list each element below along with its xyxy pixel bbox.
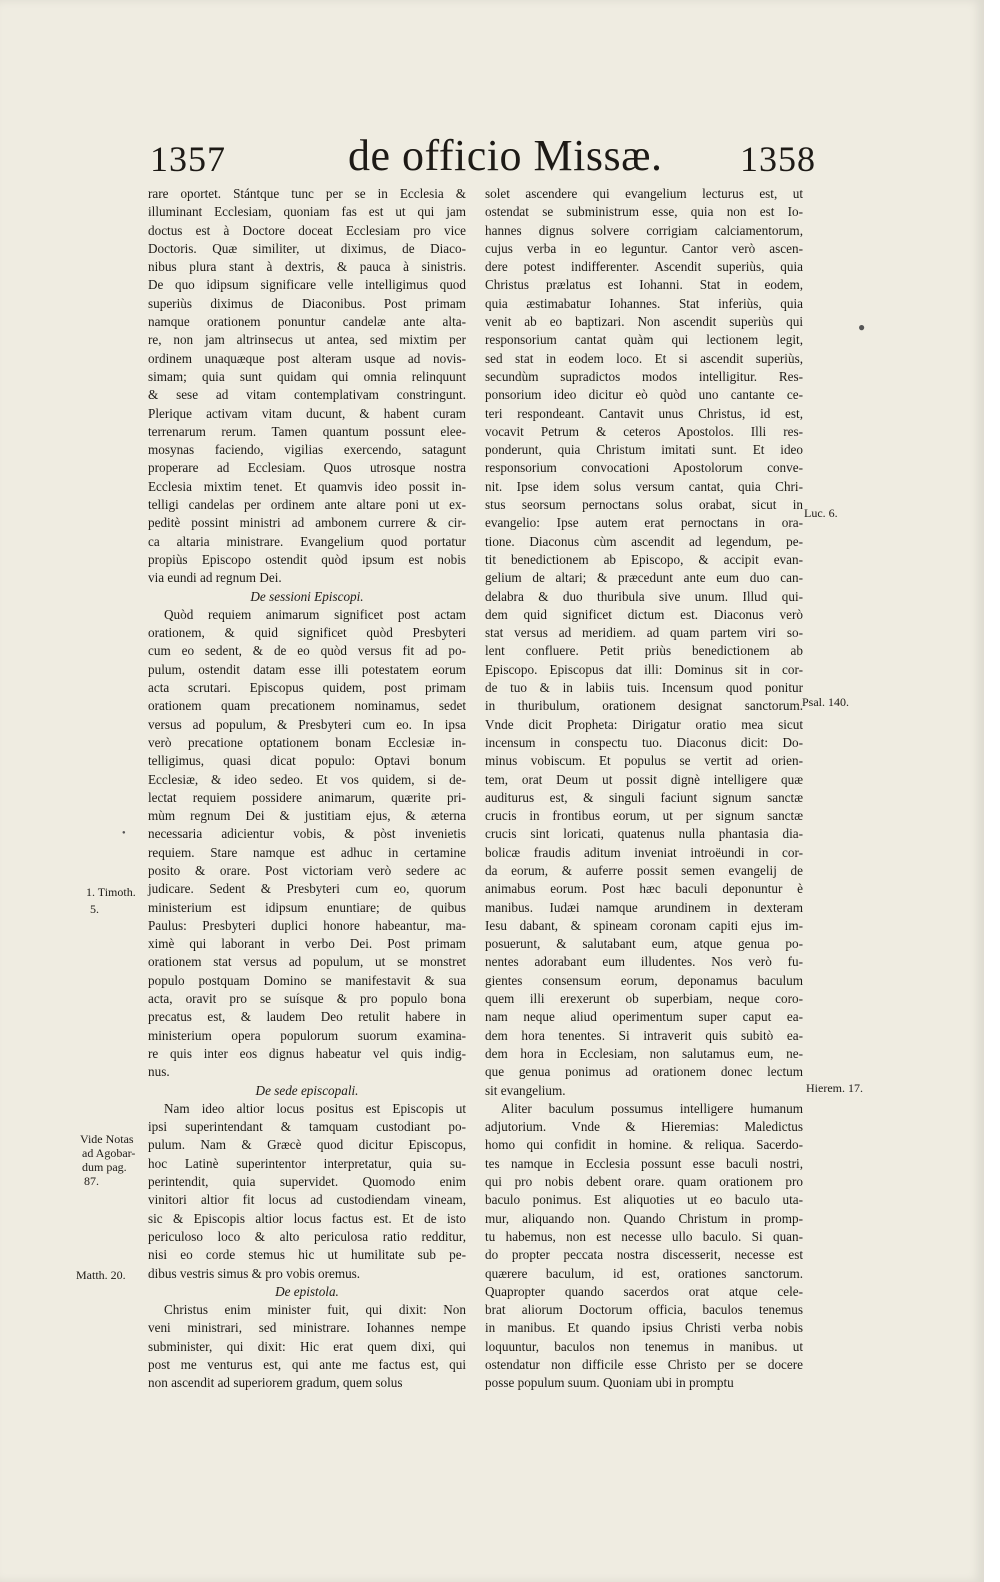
text-line: mùm regnum Dei & justitiam ejus, & æterna (148, 808, 466, 824)
text-line: stus seorsum pernoctans solus orabat, sicut in (485, 497, 803, 513)
text-line: nus. (148, 1064, 170, 1080)
text-line: via eundi ad regnum Dei. (148, 570, 282, 586)
margin-note-psal: Psal. 140. (802, 695, 850, 709)
text-line: do propter peccata nostra discesserit, necesse est (485, 1247, 803, 1263)
text-line: Quapropter quando sacerdos orat atque cele- (485, 1283, 803, 1299)
text-line: properare ad Ecclesiam. Quos utrosque nostra (148, 460, 466, 476)
text-line: ostendatur non difficile esse Christo per se docere (485, 1357, 803, 1372)
text-line: quem illi erexerunt ob superbiam, neque coro- (485, 991, 803, 1007)
text-line: adjutorium. Vnde & Hieremias: Maledictus (485, 1119, 803, 1135)
text-line: stat versus ad meridiem. ad quam partem viri so- (485, 625, 803, 641)
text-line: nam neque aliud operimentum super caput ea- (485, 1009, 803, 1025)
margin-note-matth: Matth. 20. (76, 1268, 126, 1282)
text-line: ordinem unaquæque post alteram usque ad novis- (148, 350, 466, 366)
text-line: nibus plura stant à dextris, & pauca à sinistris. (148, 259, 466, 275)
text-line: orationem, & quid significet quòd Presbyteri (148, 625, 466, 641)
text-line: populo postquam Domino se manifestavit & sua (148, 972, 466, 988)
text-line: auditurus est, & singuli faciunt signum sanctæ (485, 789, 803, 805)
text-line: namque orationem ponuntur candelæ ante alta- (148, 314, 466, 330)
text-line: Vnde dicit Propheta: Dirigatur oratio mea sicut (485, 716, 803, 732)
text-line: de tuo & in labiis tuis. Incensum quod ponitur (485, 680, 803, 696)
section-heading-epistola: De epistola. (275, 1283, 339, 1299)
text-line: nentes adorabant eum illudentes. Nos verò fu- (485, 954, 803, 970)
text-line: in thuribulum, orationem designat sanctorum. (485, 698, 803, 714)
text-line: hannes dignus solvere corrigiam calciamentorum, (485, 222, 803, 238)
text-line: cujus verba in eo leguntur. Cantor verò ascen- (485, 240, 803, 256)
text-line: & sese ad vitam contemplativam constringunt. (148, 387, 466, 403)
text-line: baculo ponimus. Est aliquoties ut eo baculo uta- (485, 1192, 803, 1208)
text-line: post me venturus est, qui ante me factus est, qui (148, 1357, 466, 1372)
text-line: delabra & duo thuribula sive unum. Illud qui- (485, 588, 803, 604)
text-line: telligi candelas per ordinem ante altare poni ut ex- (148, 497, 466, 513)
page-header (0, 130, 984, 186)
text-line: re, non jam altrinsecus ut antea, sed mixtim per (148, 332, 466, 348)
text-line: sed stat in eodem loco. Et si ascendit superiùs, (485, 350, 803, 366)
text-line: pulum, ostendit datam esse illi potestatem eorum (148, 661, 466, 677)
text-line: periculoso loco & alto periculosa ratio redditur, (148, 1228, 466, 1244)
left-page-number: 1357 (150, 139, 226, 179)
text-line: Ecclesia mixtim tenet. Et quamvis ideo possit in- (148, 478, 466, 494)
text-line: mosynas faciendo, vigilias exercendo, satagunt (148, 442, 466, 458)
text-line: illuminant Ecclesiam, quoniam fas est ut qui jam (148, 204, 466, 220)
text-line: Ecclesiæ, & ideo sedeo. Et vos quidem, si de- (148, 771, 466, 787)
text-line: tu habemus, non est necesse ullo baculo. Si quan- (485, 1228, 803, 1244)
text-line: Paulus: Presbyteri duplici honore habeantur, ma- (148, 917, 466, 933)
text-line: gelium de altari; & præcedunt ante eum duo can- (485, 570, 803, 586)
text-line: acta scrutari. Episcopus quidem, post primam (148, 680, 466, 696)
text-line: animabus eorum. Post hæc baculi deponuntur è (485, 881, 803, 897)
text-line: sic & Episcopis altior locus factus est. Et de isto (148, 1210, 466, 1226)
text-line: homo qui confidit in homine. & reliqua. Sacerdo- (485, 1137, 803, 1153)
text-line: ostendat se subministrum esse, quia non est Io- (485, 204, 803, 220)
text-line: ca altaria ministrare. Evangelium quod portatur (148, 533, 466, 549)
text-line: tione. Diaconus cùm ascendit ad legendum, pe- (485, 533, 803, 549)
text-line: sit evangelium. (485, 1082, 566, 1098)
text-line: perintendit, quia supervidet. Quomodo enim (148, 1174, 466, 1190)
text-line: versus ad populum, & Presbyteri cum eo. In ipsa (148, 716, 466, 732)
ink-speck: ● (858, 320, 866, 334)
running-title: de officio Missæ. (348, 131, 663, 180)
text-line: responsorium cantat quàm qui lectionem legit, (485, 332, 803, 348)
text-line: nit. Ipse idem solus versum cantat, quia Chri- (485, 478, 803, 494)
text-line: veni ministrari, sed ministrare. Iohannes nempe (148, 1320, 466, 1336)
text-line: precatus est, & laudem Deo retulit habere in (148, 1009, 466, 1025)
margin-note-vide-notas: Vide Notas (80, 1132, 134, 1146)
margin-note-hierem: Hierem. 17. (806, 1081, 863, 1095)
text-line: Doctoris. Quæ similiter, ut diximus, de Diaco- (148, 240, 466, 256)
text-line: rare oportet. Stántque tunc per se in Ecclesia & (148, 186, 466, 201)
text-line: De quo idipsum significare velle intelligimus quod (148, 277, 466, 293)
text-line: propiùs Episcopo ostendit quòd ipsum est nobis (148, 551, 466, 567)
right-column (485, 185, 803, 1393)
text-line: posuerunt, & salutabant eum, atque genua po- (485, 936, 803, 952)
margin-note-agobardum: ad Agobar- (82, 1146, 136, 1160)
margin-note-timoth: 1. Timoth. (86, 885, 136, 899)
text-line: verò precatione optationem bonam Ecclesiæ in- (148, 734, 466, 750)
text-line: vocavit Petrum & ceteros Apostolos. Illi res- (485, 423, 803, 439)
text-line: necessaria adicientur vobis, & pòst invenietis (148, 826, 466, 842)
text-line: lent confluere. Petit priùs benedictionem ab (485, 643, 803, 659)
text-line: incensum in conspectu tuo. Diaconus dicit: Do- (485, 734, 803, 750)
text-line: ipsi superintendant & tamquam custodiant po- (148, 1119, 466, 1135)
text-line: brat aliorum Doctorum officia, baculos tenemus (485, 1302, 803, 1318)
text-line: Iesu dabant, & spineam coronam capiti ejus im- (485, 917, 803, 933)
text-line: telligimus, quasi dicat populo: Optavi bonum (148, 753, 466, 769)
text-line: Nam ideo altior locus positus est Episcopis ut (164, 1100, 466, 1116)
text-line: responsorium convocationi Apostolorum conve- (485, 460, 803, 476)
text-line: dibus vestris simus & pro vobis oremus. (148, 1265, 361, 1281)
text-line: gientes consensum eorum, deponamus baculum (485, 972, 803, 988)
text-line: minus vobiscum. Et populus se vertit ad orien- (485, 753, 803, 769)
ink-speck: ● (122, 830, 126, 836)
text-line: vinitori altior fit locus ad custodiendam vineam, (148, 1192, 466, 1208)
text-line: Episcopo. Episcopus dat illi: Dominus sit in cor- (485, 661, 803, 677)
margin-note-timoth-verse: 5. (90, 902, 99, 916)
text-line: crucis in frontibus eorum, ut per signum sanctæ (485, 808, 803, 824)
text-line: hoc Latinè superintentor interpretatur, quia su- (148, 1155, 466, 1171)
text-line: subminister, qui dixit: Hic erat quem dixi, qui (148, 1338, 466, 1354)
text-line: dem quid significet dictum est. Diaconus verò (485, 606, 803, 622)
text-line: manibus. Iudæi namque arundinem in dexteram (485, 899, 803, 915)
text-line: terrenarum rerum. Tamen quantum possunt elee- (148, 423, 466, 439)
text-line: posse populum suum. Quoniam ubi in promptu (485, 1375, 734, 1391)
text-line: requiem. Stare namque est adhuc in certamine (148, 844, 466, 860)
text-line: dem hora in Ecclesiam, non salutamus eum, ne- (485, 1045, 803, 1061)
text-line: in manibus. Et quando ipsius Christi verba nobis (485, 1320, 803, 1336)
text-line: quærere baculum, id est, orationes sanctorum. (485, 1265, 803, 1281)
text-line: tit benedictionem ab Episcopo, & accipit evan- (485, 551, 803, 567)
text-line: nisi eo corde stemus hic ut humilitate sub pe- (148, 1247, 466, 1263)
text-line: judicare. Sedent & Presbyteri cum eo, quorum (148, 881, 466, 897)
text-line: ximè qui laborant in verbo Dei. Post primam (148, 936, 466, 952)
text-line: Christus prælatus est Iohanni. Stat in eodem, (485, 277, 803, 293)
text-line: cum eo sedent, & de eo quòd versus fit ad po- (148, 643, 466, 659)
text-line: venit ab eo baptizari. Non ascendit superiùs qui (485, 314, 803, 330)
text-line: bolicæ fraudis aditum inveniat introëundi in cor- (485, 844, 803, 860)
right-page-number: 1358 (740, 139, 816, 179)
text-line: que genua ponimus ad orationem donec lectum (485, 1064, 803, 1080)
text-line: orationem stat versus ad populum, ut se monstret (148, 954, 466, 970)
section-heading-sede: De sede episcopali. (255, 1082, 359, 1098)
text-line: loquuntur, baculos non tenemus in manibus. ut (485, 1338, 803, 1354)
margin-note-page-87: 87. (84, 1174, 99, 1188)
text-line: evangelio: Ipse autem erat pernoctans in ora- (485, 515, 803, 531)
text-line: ponderunt, quia Christum imitati sunt. Et ideo (485, 442, 803, 458)
text-line: peditè possint ministri ad ambonem currere & cir- (148, 515, 466, 531)
text-line: tes namque in Ecclesia possunt esse baculi nostri, (485, 1155, 803, 1171)
text-line: dere potest indifferenter. Ascendit superiùs, quia (485, 259, 803, 275)
text-line: solet ascendere qui evangelium lecturus est, ut (485, 186, 803, 201)
text-line: Plerique activam vitam ducunt, & habent curam (148, 405, 466, 421)
text-line: acta, oravit pro se suísque & pro populo bona (148, 991, 466, 1007)
text-line: crucis sint loricati, quatenus nulla phantasia dia- (485, 826, 803, 842)
text-line: non ascendit ad superiorem gradum, quem solus (148, 1375, 403, 1391)
section-heading-sessione: De sessioni Episcopi. (250, 588, 364, 604)
text-line: posito & orare. Post victoriam verò sedere ac (148, 862, 466, 878)
left-column (148, 185, 466, 1393)
text-line: re quis inter eos dignus habeatur vel quis indig- (148, 1045, 466, 1061)
text-line: Christus enim minister fuit, qui dixit: Non (164, 1302, 466, 1318)
text-line: secundùm supradictos modos intelligitur. Res- (485, 368, 803, 384)
text-line: lectat requiem possidere animarum, quærite pri- (148, 789, 466, 805)
text-line: Aliter baculum possumus intelligere humanum (501, 1100, 803, 1116)
text-line: ponsorium ideo dicitur eò quòd uno cantante ce- (485, 387, 803, 403)
text-line: da eorum, & auferre possit semen evangelij de (485, 862, 803, 878)
text-line: simam; quia sunt quidam qui omnia relinquunt (148, 368, 466, 384)
text-line: quia æstimabatur Iohannes. Stat inferiùs, quia (485, 295, 803, 311)
text-line: tem, orat Deum ut possit dignè intelligere quæ (485, 771, 803, 787)
text-line: superiùs diximus de Diaconibus. Post primam (148, 295, 466, 311)
text-line: doctus est à Doctore doceat Ecclesiam pro vice (148, 222, 466, 238)
text-line: ministerium est idipsum enuntiare; de quibus (148, 899, 466, 915)
text-line: orationem quam precationem nominamus, sedet (148, 698, 466, 714)
text-line: pulum. Nam & Græcè quod dicitur Episcopus, (148, 1137, 466, 1153)
margin-note-luc: Luc. 6. (804, 506, 838, 520)
text-line: qui pro nobis debent orare. quam orationem pro (485, 1174, 803, 1190)
text-line: ministerium opera populorum suorum examina- (148, 1027, 466, 1043)
text-line: Quòd requiem animarum significet post actam (164, 606, 466, 622)
text-line: mur, aliquando non. Quando Christum in promp- (485, 1210, 803, 1226)
text-line: dem hora tenentes. Si intraverit quis subitò ea- (485, 1027, 803, 1043)
text-line: teri respondeant. Cantavit unus Christus, id est, (485, 405, 803, 421)
margin-note-dum-pag: dum pag. (82, 1160, 127, 1174)
